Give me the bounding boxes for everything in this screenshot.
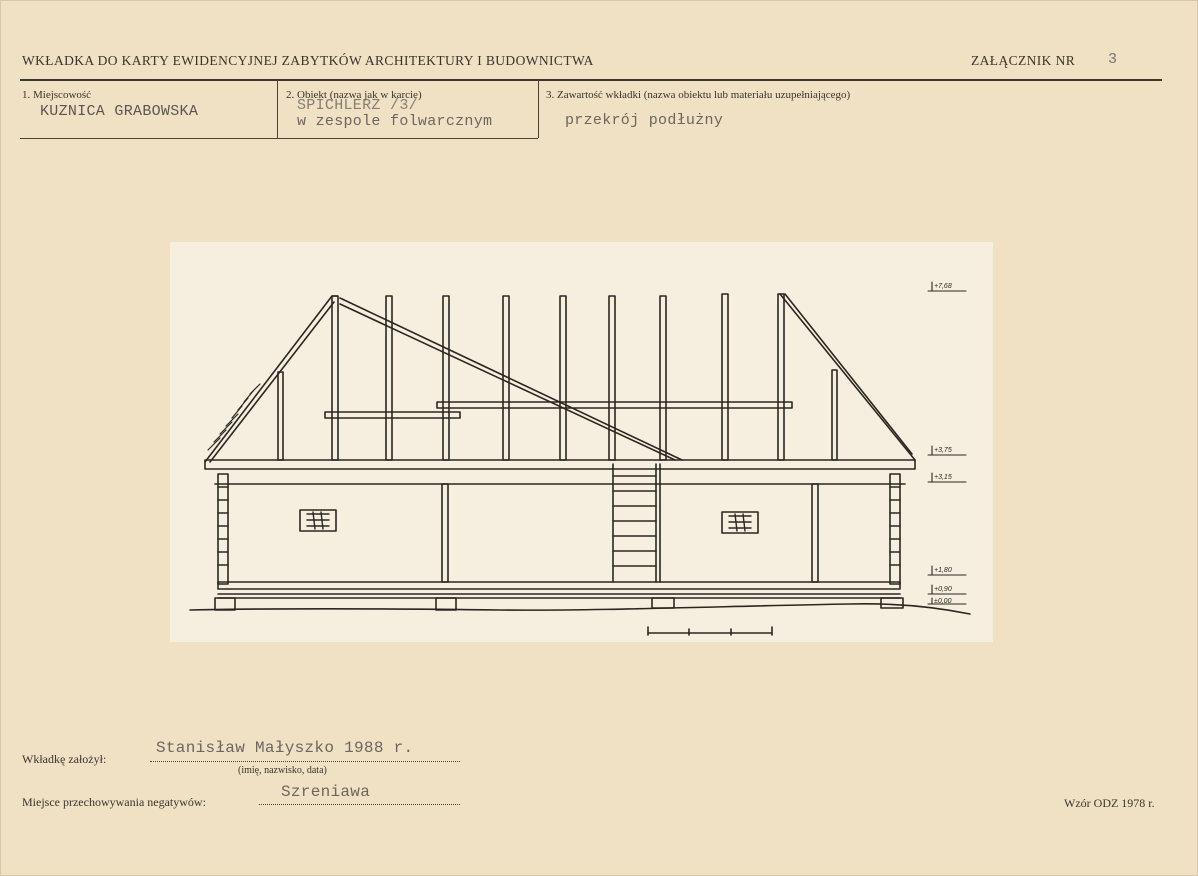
foundation-block: [881, 598, 903, 608]
interior-post: [812, 484, 818, 582]
interior-post: [442, 484, 448, 582]
roof-tiles: [208, 384, 260, 450]
form-pattern: Wzór ODZ 1978 r.: [1064, 796, 1155, 810]
locality-label: 1. Miejscowość: [22, 89, 92, 101]
king-post: [609, 296, 615, 460]
author-caption: (imię, nazwisko, data): [238, 765, 327, 776]
king-post: [443, 296, 449, 460]
left-rafter: [205, 296, 337, 462]
queen-post: [278, 372, 283, 460]
king-post: [332, 296, 338, 460]
right-rafter: [780, 294, 915, 460]
annex-label: ZAŁĄCZNIK NR: [971, 53, 1076, 68]
object-label: 2. Obiekt (nazwa jak w karcie): [286, 89, 422, 101]
level-label: +3,15: [934, 474, 952, 481]
left-rafter-inner: [210, 302, 334, 462]
insert-content-label: 3. Zawartość wkładki (nazwa obiektu lub materiału uzupełniającego): [546, 89, 851, 101]
locality-value: KUZNICA GRABOWSKA: [40, 103, 199, 120]
right-wall: [890, 474, 900, 584]
diagonal-brace-inner: [340, 304, 675, 460]
level-markers: [928, 282, 966, 604]
level-label: +0,90: [934, 586, 952, 593]
foundation-block: [436, 598, 456, 610]
king-post: [722, 294, 728, 460]
section-drawing: [170, 242, 993, 642]
level-label: +1,80: [934, 567, 952, 574]
tie-beam: [205, 460, 915, 469]
foundation-block: [652, 598, 674, 608]
object-value-line2: w zespole folwarcznym: [297, 113, 493, 130]
card-title: WKŁADKA DO KARTY EWIDENCYJNEJ ZABYTKÓW ARCHITEKTURY I BUDOWNICTWA: [22, 53, 594, 68]
floor-beam: [218, 582, 900, 589]
negatives-value: Szreniawa: [281, 783, 371, 801]
left-wall: [218, 474, 228, 584]
king-post: [660, 296, 666, 460]
author-value: Stanisław Małyszko 1988 r.: [156, 739, 414, 757]
queen-post: [832, 370, 837, 460]
level-label: +7,68: [934, 283, 952, 290]
annex-number: 3: [1108, 51, 1118, 68]
level-label: ±0,00: [934, 598, 952, 605]
level-label: +3,75: [934, 447, 952, 454]
fields-bottom-rule: [20, 138, 538, 139]
field-divider: [538, 80, 539, 138]
header-rule: [20, 79, 1162, 81]
negatives-label: Miejsce przechowywania negatywów:: [22, 795, 206, 809]
insert-content-value: przekrój podłużny: [565, 112, 724, 129]
right-rafter-inner: [785, 294, 912, 454]
author-label: Wkładkę założył:: [22, 752, 107, 766]
foundation-block: [215, 598, 235, 610]
negatives-dotline: [259, 804, 460, 805]
king-post: [560, 296, 566, 460]
author-dotline: [150, 761, 460, 762]
object-value-line1: SPICHLERZ /3/: [297, 97, 418, 114]
ground-line: [190, 604, 970, 614]
longitudinal-section-svg: [170, 242, 993, 642]
field-divider: [277, 80, 278, 138]
king-post: [778, 294, 784, 460]
